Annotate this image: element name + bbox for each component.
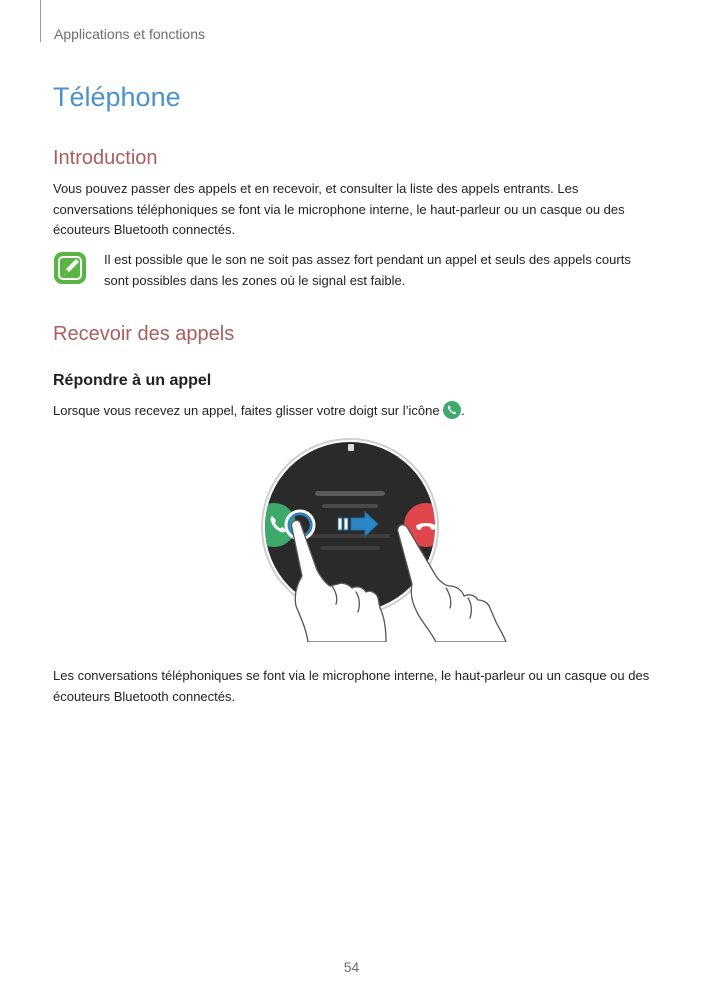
page-title: Téléphone [53, 82, 181, 112]
header-divider [40, 0, 41, 42]
watch-incoming-call-illustration [260, 436, 522, 642]
answer-call-subheading: Répondre à un appel [53, 372, 212, 389]
followup-paragraph: Les conversations téléphoniques se font via le microphone interne, le haut-parleur ou un casque ou des écouteurs Bluetooth connectés. [53, 668, 650, 704]
note-pencil-icon [53, 251, 87, 285]
note-text: Il est possible que le son ne soit pas assez fort pendant un appel et seuls des appels courts sont possibles dans les zones où le signal est faible. [104, 252, 631, 288]
section-label: Applications et fonctions [54, 26, 205, 42]
answer-instruction-text: Lorsque vous recevez un appel, faites glisser votre doigt sur l’icône [53, 403, 440, 418]
receive-calls-heading: Recevoir des appels [53, 323, 235, 345]
answer-instruction-end: . [461, 403, 465, 418]
phone-accept-icon [443, 401, 461, 419]
battery-icon [348, 444, 354, 451]
introduction-paragraph: Vous pouvez passer des appels et en recevoir, et consulter la liste des appels entrants. Les conversations téléphoniques se font via le microphone interne, le haut-parleur ou un casque ou des écouteurs Bluetooth connectés. [53, 181, 625, 237]
introduction-heading: Introduction [53, 147, 158, 169]
page-number: 54 [343, 959, 360, 975]
answer-instruction [53, 401, 653, 422]
